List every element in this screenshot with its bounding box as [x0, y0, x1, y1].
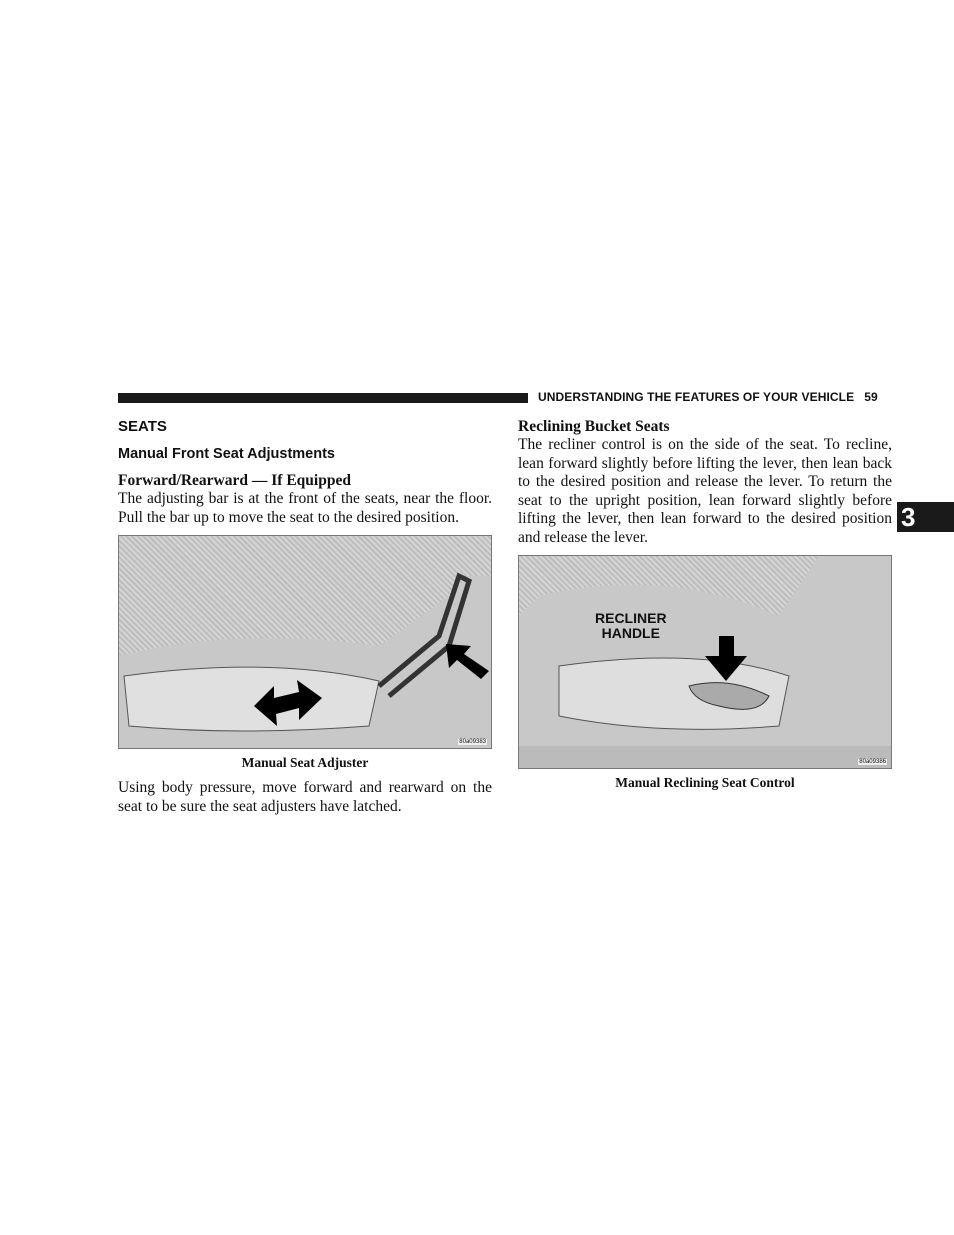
recliner-illustration — [518, 555, 892, 769]
figure-caption: Manual Seat Adjuster — [241, 755, 369, 770]
chapter-tab: 3 — [897, 502, 954, 532]
topic-heading: Forward/Rearward — If Equipped — [118, 472, 351, 489]
header-rule — [118, 393, 528, 403]
paragraph: Using body pressure, move forward and rearward on the seat to be sure the seat adjusters have latched. — [118, 779, 492, 815]
paragraph: The recliner control is on the side of the seat. To recline, lean forward slightly before lifting the lever, then lean back to the desired position and release the lever. To return the seat to the upright position, lean forward slightly before lifting the lever, then lean forward to the desired position and release the lever. — [518, 436, 892, 546]
seat-adjuster-illustration — [118, 535, 492, 749]
paragraph: The adjusting bar is at the front of the seats, near the floor. Pull the bar up to move the seat to the desired position. — [118, 490, 492, 526]
recliner-handle-label: RECLINER HANDLE — [595, 610, 667, 641]
seat-illustration-svg — [119, 536, 492, 749]
section-heading: SEATS — [118, 418, 167, 435]
left-column — [118, 418, 492, 816]
running-header — [538, 390, 878, 404]
recliner-illustration-svg — [519, 556, 892, 769]
figure-code: 80a09386 — [859, 759, 886, 765]
right-column — [518, 418, 892, 799]
figure-caption: Manual Reclining Seat Control — [615, 775, 795, 790]
figure-code: 80a09383 — [459, 739, 486, 745]
topic-heading: Reclining Bucket Seats — [518, 418, 670, 435]
subheading: Manual Front Seat Adjustments — [118, 446, 335, 462]
section-title: UNDERSTANDING THE FEATURES OF YOUR VEHICLE — [538, 390, 855, 404]
page-number: 59 — [864, 390, 878, 404]
